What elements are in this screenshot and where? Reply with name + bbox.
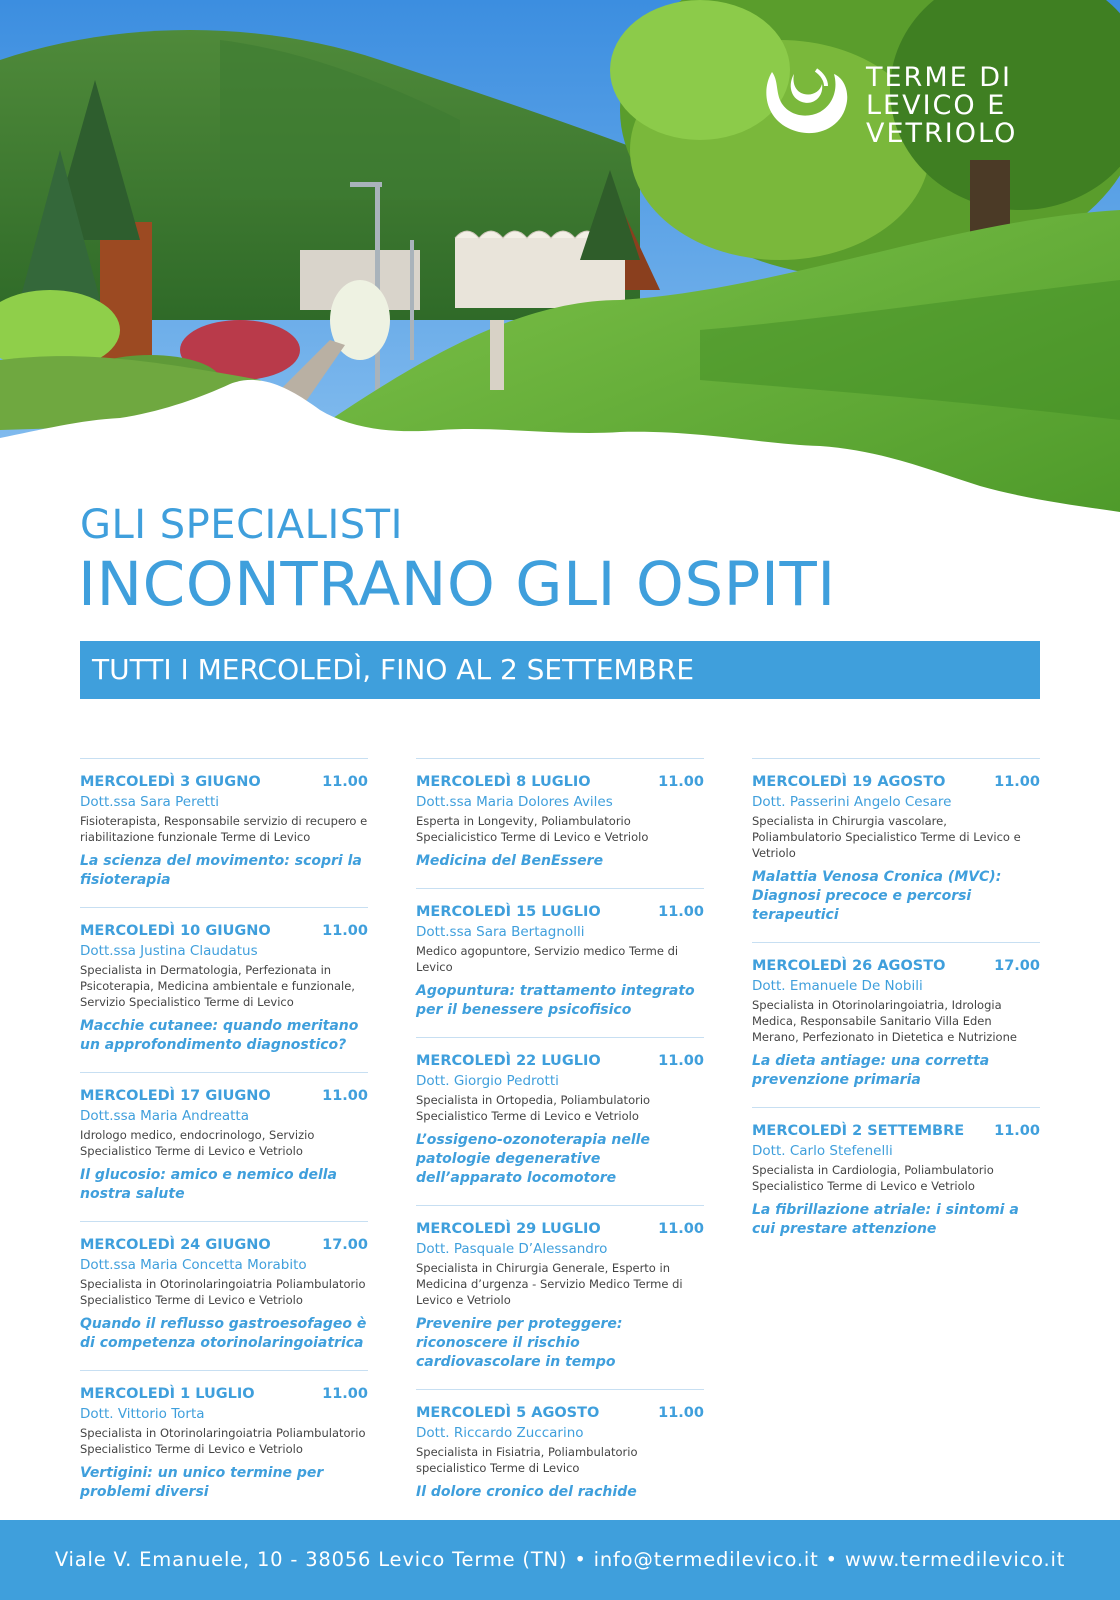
event-item [80, 1072, 368, 1221]
event-role: Specialista in Fisiatria, Poliambulatorio specialistico Terme di Levico [416, 1445, 638, 1475]
event-role: Specialista in Ortopedia, Poliambulatorio Specialistico Terme di Levico e Vetriolo [416, 1093, 651, 1123]
event-topic: Il dolore cronico del rachide [416, 1484, 637, 1500]
event-date: MERCOLEDÌ 2 SETTEMBRE [752, 1123, 965, 1139]
event-topic: Malattia Venosa Cronica (MVC): Diagnosi precoce e percorsi terapeutici [752, 869, 1002, 923]
brand-name [866, 64, 1017, 148]
footer-contact-bar: Viale V. Emanuele, 10 - 38056 Levico Terme (TN) • info@termedilevico.it • www.termedilevico.it [0, 1520, 1120, 1600]
event-item [80, 907, 368, 1072]
event-role: Specialista in Chirurgia Generale, Esperto in Medicina d’urgenza - Servizio Medico Terme di Levico e Vetriolo [416, 1261, 683, 1307]
event-topic: La fibrillazione atriale: i sintomi a cui prestare attenzione [752, 1202, 1019, 1237]
event-doctor: Dott.ssa Maria Concetta Morabito [80, 1257, 307, 1273]
event-item [80, 1370, 368, 1519]
event-topic: Medicina del BenEssere [416, 853, 604, 869]
event-time: 11.00 [658, 904, 704, 920]
event-item [752, 942, 1040, 1107]
event-topic: Il glucosio: amico e nemico della nostra salute [80, 1167, 338, 1202]
event-role: Specialista in Otorinolaringoiatria Poliambulatorio Specialistico Terme di Levico e Vetriolo [80, 1426, 366, 1456]
event-time: 11.00 [658, 1405, 704, 1421]
event-doctor: Dott.ssa Sara Bertagnolli [416, 924, 585, 940]
event-topic: L’ossigeno-ozonoterapia nelle patologie degenerative dell’apparato locomotore [416, 1132, 650, 1186]
event-item [416, 1389, 704, 1519]
event-time: 11.00 [994, 774, 1040, 790]
event-role: Specialista in Otorinolaringoiatria, Idrologia Medica, Responsabile Sanitario Villa Eden Merano, Perfezionato in Dietetica e Nutrizione [752, 998, 1017, 1044]
event-role: Specialista in Chirurgia vascolare, Poliambulatorio Specialistico Terme di Levico e Vetriolo [752, 814, 1021, 860]
brand-logo [758, 64, 1017, 148]
event-date: MERCOLEDÌ 1 LUGLIO [80, 1386, 255, 1402]
event-topic: Vertigini: un unico termine per problemi diversi [80, 1465, 324, 1500]
event-doctor: Dott. Emanuele De Nobili [752, 978, 923, 994]
event-item [416, 888, 704, 1037]
event-time: 17.00 [994, 958, 1040, 974]
event-item [416, 1037, 704, 1205]
event-doctor: Dott. Giorgio Pedrotti [416, 1073, 559, 1089]
event-date: MERCOLEDÌ 24 GIUGNO [80, 1237, 271, 1253]
event-doctor: Dott. Vittorio Torta [80, 1406, 205, 1422]
event-time: 11.00 [994, 1123, 1040, 1139]
event-role: Specialista in Otorinolaringoiatria Poliambulatorio Specialistico Terme di Levico e Vetriolo [80, 1277, 366, 1307]
page-title: INCONTRANO GLI OSPITI [78, 549, 836, 620]
event-doctor: Dott. Carlo Stefenelli [752, 1143, 893, 1159]
event-date: MERCOLEDÌ 26 AGOSTO [752, 958, 946, 974]
event-topic: Quando il reflusso gastroesofageo è di competenza otorinolaringoiatrica [80, 1316, 367, 1351]
event-role: Specialista in Cardiologia, Poliambulatorio Specialistico Terme di Levico e Vetriolo [752, 1163, 994, 1193]
event-time: 11.00 [322, 1386, 368, 1402]
event-item [416, 758, 704, 888]
event-date: MERCOLEDÌ 22 LUGLIO [416, 1053, 601, 1069]
event-doctor: Dott. Passerini Angelo Cesare [752, 794, 952, 810]
event-topic: Macchie cutanee: quando meritano un approfondimento diagnostico? [80, 1018, 359, 1053]
event-date: MERCOLEDÌ 17 GIUGNO [80, 1088, 271, 1104]
event-date: MERCOLEDÌ 29 LUGLIO [416, 1221, 601, 1237]
schedule-banner: TUTTI I MERCOLEDÌ, FINO AL 2 SETTEMBRE [80, 641, 1040, 699]
event-doctor: Dott. Riccardo Zuccarino [416, 1425, 584, 1441]
event-doctor: Dott.ssa Sara Peretti [80, 794, 219, 810]
event-item [752, 758, 1040, 942]
event-doctor: Dott.ssa Maria Dolores Aviles [416, 794, 613, 810]
event-time: 11.00 [658, 774, 704, 790]
event-date: MERCOLEDÌ 5 AGOSTO [416, 1405, 600, 1421]
event-item [80, 1221, 368, 1370]
event-role: Idrologo medico, endocrinologo, Servizio Specialistico Terme di Levico e Vetriolo [80, 1128, 315, 1158]
event-topic: La dieta antiage: una corretta prevenzione primaria [752, 1053, 990, 1088]
event-topic: La scienza del movimento: scopri la fisioterapia [80, 853, 362, 888]
event-time: 11.00 [322, 923, 368, 939]
event-role: Fisioterapista, Responsabile servizio di recupero e riabilitazione funzionale Terme di Levico [80, 814, 368, 844]
schedule-column-3 [752, 758, 1040, 1256]
schedule-column-2 [416, 758, 704, 1519]
schedule-column-1 [80, 758, 368, 1519]
page-subtitle: GLI SPECIALISTI [80, 502, 403, 548]
event-doctor: Dott. Pasquale D’Alessandro [416, 1241, 608, 1257]
wave-logo-icon [758, 64, 852, 140]
event-role: Esperta in Longevity, Poliambulatorio Specialicistico Terme di Levico e Vetriolo [416, 814, 649, 844]
event-date: MERCOLEDÌ 19 AGOSTO [752, 774, 946, 790]
event-item [752, 1107, 1040, 1256]
event-doctor: Dott.ssa Maria Andreatta [80, 1108, 250, 1124]
event-item [80, 758, 368, 907]
brand-line-2: LEVICO E [866, 90, 1007, 121]
event-topic: Prevenire per proteggere: riconoscere il rischio cardiovascolare in tempo [416, 1316, 623, 1370]
event-time: 11.00 [322, 774, 368, 790]
event-role: Medico agopuntore, Servizio medico Terme di Levico [416, 944, 679, 974]
event-date: MERCOLEDÌ 8 LUGLIO [416, 774, 591, 790]
event-item [416, 1205, 704, 1389]
event-time: 11.00 [322, 1088, 368, 1104]
event-time: 11.00 [658, 1053, 704, 1069]
event-date: MERCOLEDÌ 15 LUGLIO [416, 904, 601, 920]
event-date: MERCOLEDÌ 10 GIUGNO [80, 923, 271, 939]
brand-line-3: VETRIOLO [866, 118, 1018, 149]
event-role: Specialista in Dermatologia, Perfezionata in Psicoterapia, Medicina ambientale e funzionale, Servizio Specialistico Terme di Levico [80, 963, 355, 1009]
event-time: 17.00 [322, 1237, 368, 1253]
event-time: 11.00 [658, 1221, 704, 1237]
brand-line-1: TERME DI [866, 62, 1013, 93]
event-topic: Agopuntura: trattamento integrato per il benessere psicofisico [416, 983, 695, 1018]
event-date: MERCOLEDÌ 3 GIUGNO [80, 774, 261, 790]
event-doctor: Dott.ssa Justina Claudatus [80, 943, 258, 959]
